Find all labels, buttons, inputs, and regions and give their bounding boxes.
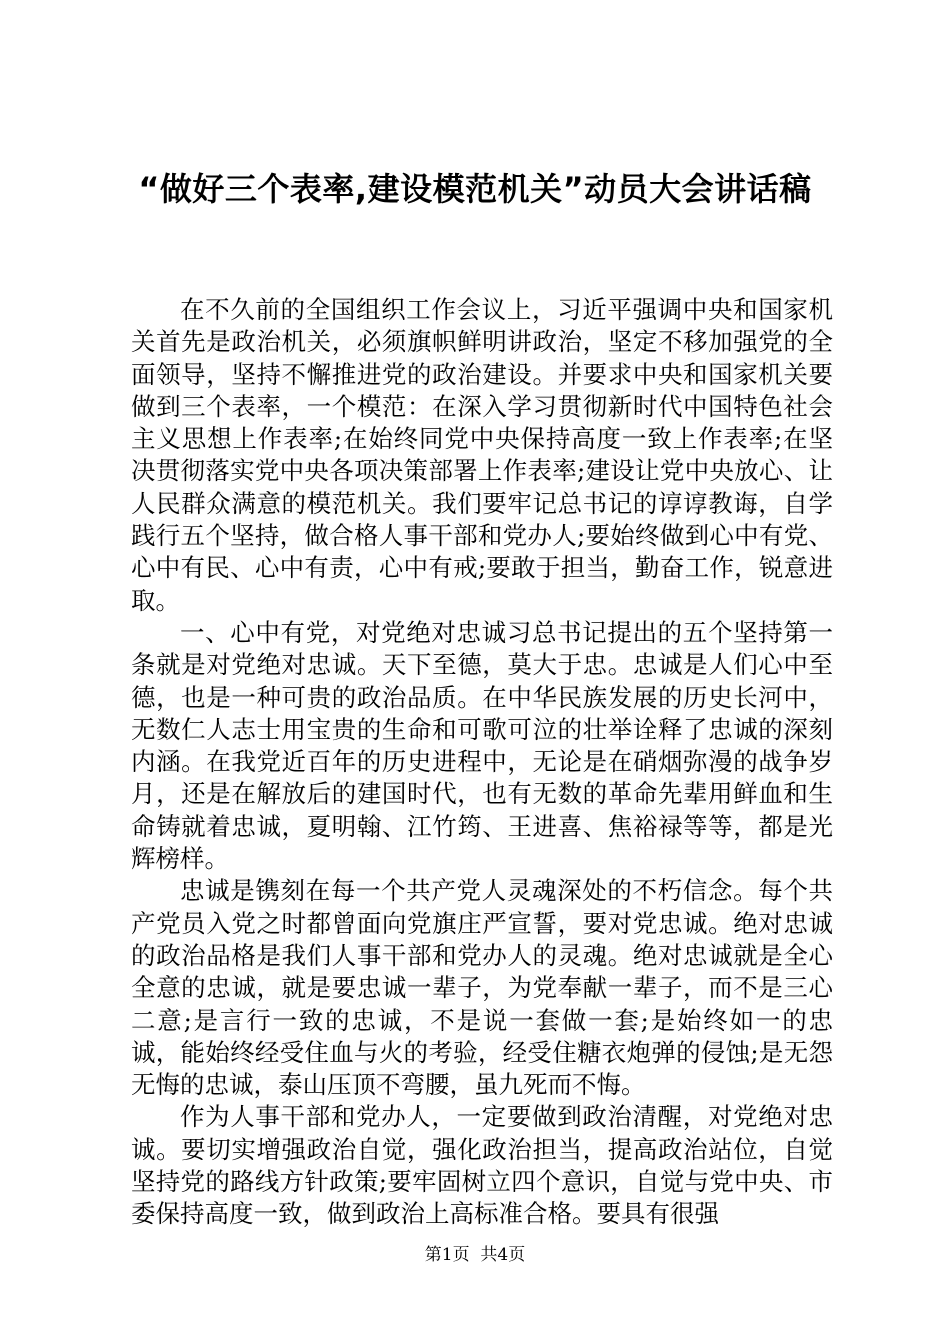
page-number: 第1页 [424, 1245, 470, 1265]
page-total: 共4页 [480, 1245, 526, 1265]
body-paragraph: 作为人事干部和党办人，一定要做到政治清醒，对党绝对忠诚。要切实增强政治自觉，强化政治担当，提高政治站位，自觉坚持党的路线方针政策;要牢固树立四个意识，自觉与党中央、市委保持高度一致，做到政治上高标准合格。要具有很强 [131, 1102, 833, 1229]
document-body [131, 294, 833, 1231]
page-footer [0, 1244, 950, 1266]
footer-spacer [470, 1245, 481, 1265]
body-paragraph: 忠诚是镌刻在每一个共产党人灵魂深处的不朽信念。每个共产党员入党之时都曾面向党旗庄严宣誓，要对党忠诚。绝对忠诚的政治品格是我们人事干部和党办人的灵魂。绝对忠诚就是全心全意的忠诚，就是要忠诚一辈子，为党奉献一辈子，而不是三心二意;是言行一致的忠诚，不是说一套做一套;是始终如一的忠诚，能始终经受住血与火的考验，经受住糖衣炮弹的侵蚀;是无怨无悔的忠诚，泰山压顶不弯腰，虽九死而不悔。 [131, 876, 833, 1100]
body-paragraph: 一、心中有党，对党绝对忠诚习总书记提出的五个坚持第一条就是对党绝对忠诚。天下至德，莫大于忠。忠诚是人们心中至德，也是一种可贵的政治品质。在中华民族发展的历史长河中，无数仁人志士用宝贵的生命和可歌可泣的壮举诠释了忠诚的深刻内涵。在我党近百年的历史进程中，无论是在硝烟弥漫的战争岁月，还是在解放后的建国时代，也有无数的革命先辈用鲜血和生命铸就着忠诚，夏明翰、江竹筠、王进喜、焦裕禄等等，都是光辉榜样。 [131, 617, 833, 874]
body-paragraph: 在不久前的全国组织工作会议上，习近平强调中央和国家机关首先是政治机关，必须旗帜鲜明讲政治，坚定不移加强党的全面领导，坚持不懈推进党的政治建设。并要求中央和国家机关要做到三个表率，一个模范：在深入学习贯彻新时代中国特色社会主义思想上作表率;在始终同党中央保持高度一致上作表率;在坚决贯彻落实党中央各项决策部署上作表率;建设让党中央放心、让人民群众满意的模范机关。我们要牢记总书记的谆谆教诲，自学践行五个坚持，做合格人事干部和党办人;要始终做到心中有党、心中有民、心中有责，心中有戒;要敢于担当，勤奋工作，锐意进取。 [131, 295, 833, 615]
document-title: “做好三个表率,建设模范机关”动员大会讲话稿 [138, 170, 812, 208]
